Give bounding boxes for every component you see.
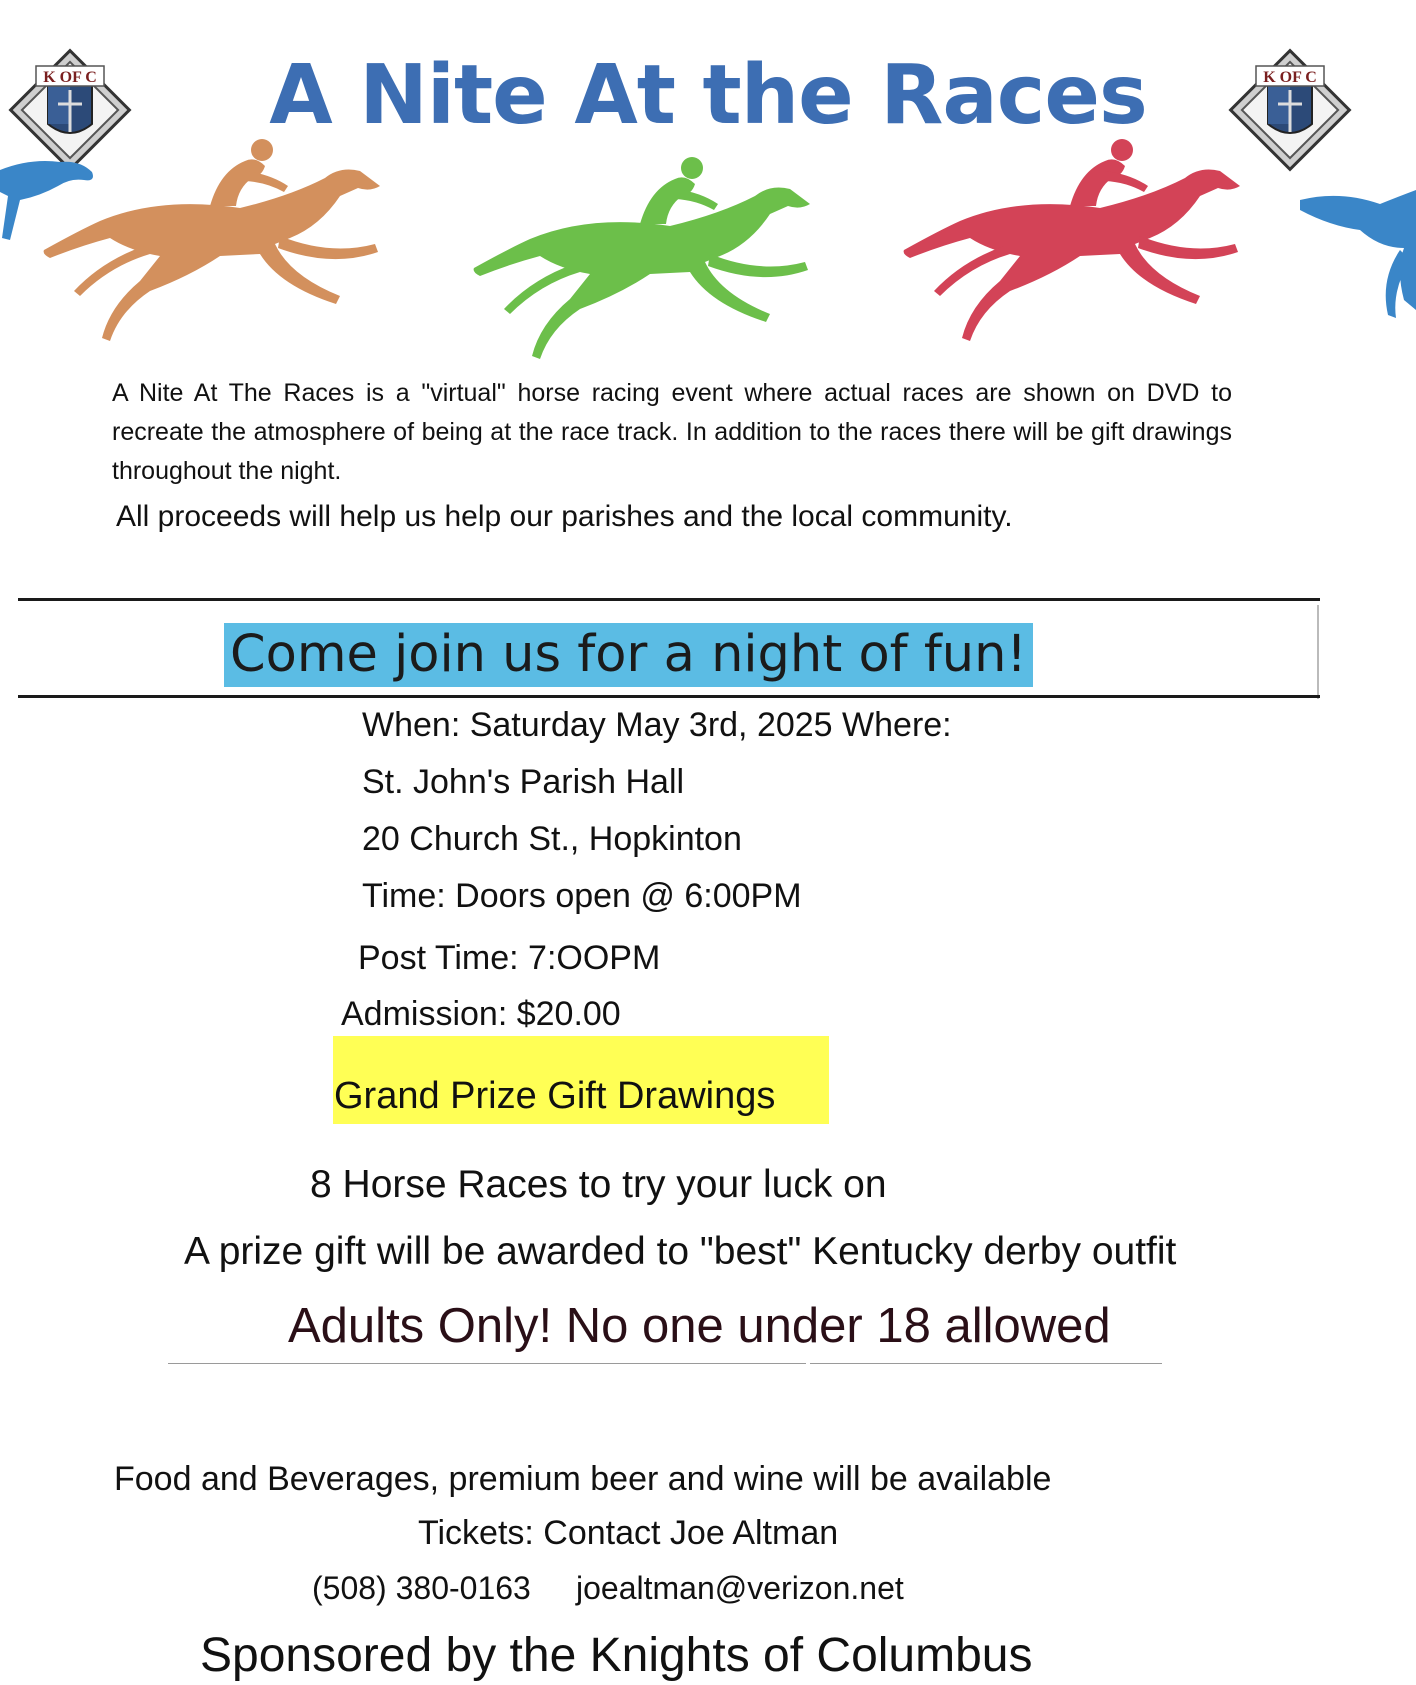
- doors-open-text: Time: Doors open @ 6:00PM: [362, 877, 802, 915]
- blue-horse-left-icon: [0, 161, 93, 240]
- email-address: joealtman@verizon.net: [576, 1570, 904, 1606]
- post-time-text: Post Time: 7:OOPM: [358, 939, 661, 977]
- banner-bottom-rule: [18, 695, 1320, 698]
- food-beverages-text: Food and Beverages, premium beer and wine will be available: [114, 1460, 1052, 1498]
- adults-underline-right: [810, 1363, 1162, 1364]
- outfit-prize-text: A prize gift will be awarded to "best" Kentucky derby outfit: [184, 1230, 1177, 1273]
- proceeds-text: All proceeds will help us help our parishes and the local community.: [116, 500, 1013, 533]
- green-horse-icon: [474, 157, 810, 359]
- admission-text: Admission: $20.00: [341, 995, 621, 1033]
- tickets-contact-text: Tickets: Contact Joe Altman: [418, 1514, 839, 1552]
- phone-number: (508) 380-0163: [312, 1570, 531, 1606]
- venue-text: St. John's Parish Hall: [362, 763, 685, 801]
- blue-horse-right-icon: [1300, 190, 1416, 318]
- intro-paragraph: A Nite At The Races is a "virtual" horse racing event where actual races are shown on DVD to recreate the atmosphere of being at the race track. In addition to the races there will be gift drawings throughout the night.: [112, 379, 1232, 485]
- adults-only-text: Adults Only! No one under 18 allowed: [288, 1299, 1111, 1353]
- horse-race-illustration: [0, 130, 1416, 370]
- when-where-text: When: Saturday May 3rd, 2025 Where:: [362, 706, 952, 744]
- banner-text: Come join us for a night of fun!: [224, 623, 1033, 687]
- sponsor-text: Sponsored by the Knights of Columbus: [200, 1629, 1033, 1682]
- grand-prize-text: Grand Prize Gift Drawings: [334, 1075, 776, 1117]
- adults-underline-left: [168, 1363, 806, 1364]
- banner-edge-line: [1317, 605, 1319, 699]
- red-horse-icon: [904, 139, 1240, 341]
- poster-title: A Nite At the Races: [269, 48, 1147, 143]
- orange-horse-icon: [44, 139, 380, 341]
- svg-text:K OF C: K OF C: [43, 69, 97, 86]
- svg-text:K OF C: K OF C: [1263, 69, 1317, 86]
- address-text: 20 Church St., Hopkinton: [362, 820, 742, 858]
- banner-top-rule: [18, 598, 1320, 601]
- races-text: 8 Horse Races to try your luck on: [310, 1163, 887, 1206]
